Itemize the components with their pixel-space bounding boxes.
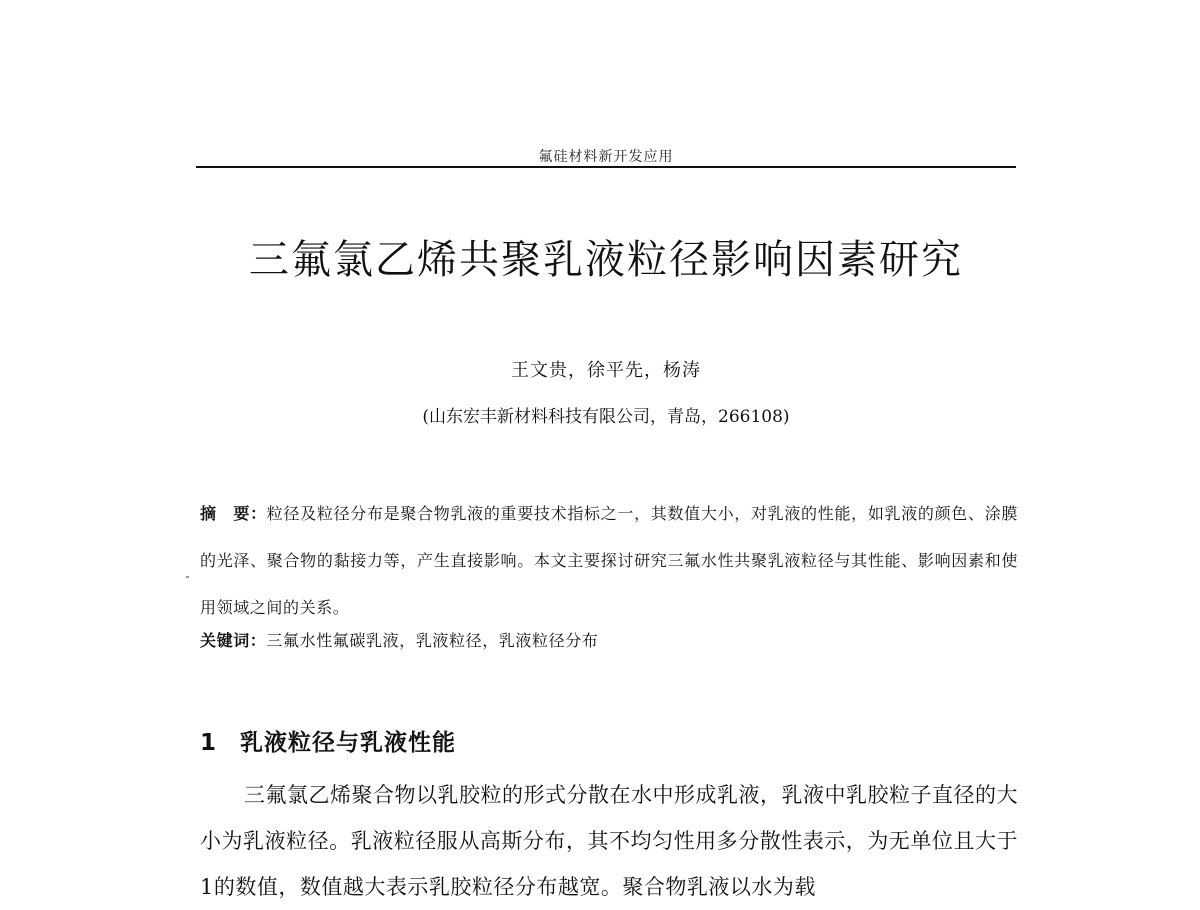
header-rule — [196, 166, 1016, 168]
section-paragraph: 三氟氯乙烯聚合物以乳胶粒的形式分散在水中形成乳液，乳液中乳胶粒子直径的大小为乳液粒径。乳液粒径服从高斯分布，其不均匀性用多分散性表示，为无单位且大于1的数值，数值越大表示乳胶粒径分布越宽。聚合物乳液以水为载 — [200, 783, 1018, 899]
running-header: 氟硅材料新开发应用 — [538, 149, 674, 165]
author-list: 王文贵，徐平先，杨涛 — [511, 360, 701, 381]
abstract-label: 摘 要： — [200, 504, 267, 523]
keywords-label: 关键词： — [200, 631, 267, 650]
section-number: 1 — [200, 730, 218, 756]
section-title: 乳液粒径与乳液性能 — [240, 730, 456, 756]
article-title: 三氟氯乙烯共聚乳液粒径影响因素研究 — [249, 237, 963, 283]
keywords — [200, 628, 1018, 651]
section-heading — [200, 724, 456, 757]
abstract — [200, 490, 1018, 631]
scan-artifact — [186, 576, 189, 578]
keywords-text: 三氟水性氟碳乳液，乳液粒径，乳液粒径分布 — [266, 631, 599, 650]
author-affiliation: (山东宏丰新材料科技有限公司，青岛，266108) — [422, 407, 790, 427]
abstract-text: 粒径及粒径分布是聚合物乳液的重要技术指标之一，其数值大小，对乳液的性能，如乳液的颜色、涂膜的光泽、聚合物的黏接力等，产生直接影响。本文主要探讨研究三氟水性共聚乳液粒径与其性能、影响因素和使用领域之间的关系。 — [200, 504, 1018, 617]
